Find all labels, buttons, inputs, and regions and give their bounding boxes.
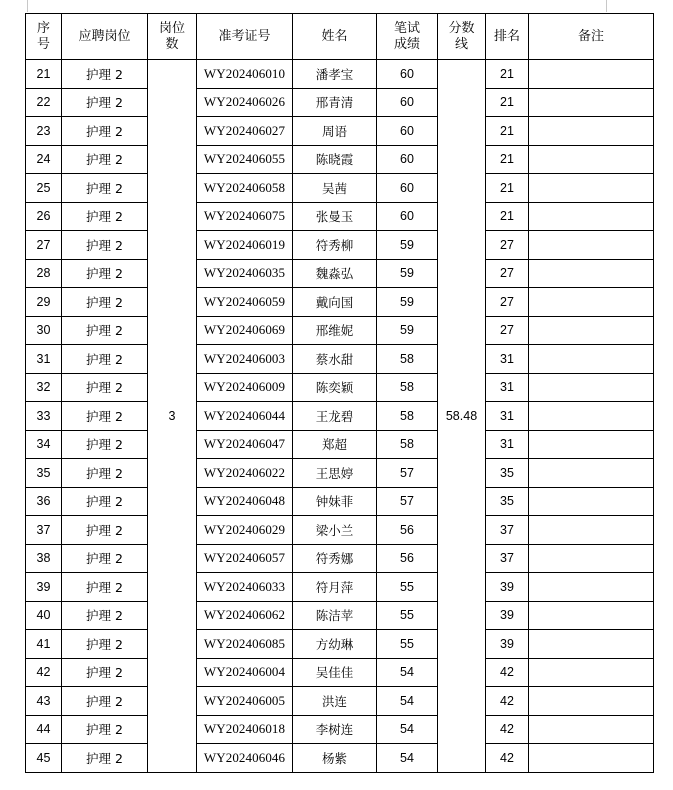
written-score-cell: 54 <box>377 715 438 744</box>
position-cell: 护理 2 <box>62 288 148 317</box>
name-cell: 陈晓霞 <box>293 145 377 174</box>
seq-cell: 34 <box>26 430 62 459</box>
position-cell: 护理 2 <box>62 715 148 744</box>
rank-cell: 21 <box>486 60 529 89</box>
rank-cell: 21 <box>486 88 529 117</box>
rank-cell: 42 <box>486 744 529 773</box>
name-cell: 周语 <box>293 117 377 146</box>
remark-cell <box>529 601 654 630</box>
remark-cell <box>529 658 654 687</box>
remark-cell <box>529 60 654 89</box>
position-cell: 护理 2 <box>62 373 148 402</box>
remark-cell <box>529 88 654 117</box>
page-margin-guide-left <box>27 0 28 12</box>
name-cell: 魏淼弘 <box>293 259 377 288</box>
candidate-id-cell: WY202406058 <box>197 174 293 203</box>
name-cell: 潘孝宝 <box>293 60 377 89</box>
table-row <box>26 601 654 630</box>
name-cell: 邢维妮 <box>293 316 377 345</box>
seq-cell: 40 <box>26 601 62 630</box>
position-cell: 护理 2 <box>62 658 148 687</box>
written-score-cell: 59 <box>377 259 438 288</box>
name-cell: 吴茜 <box>293 174 377 203</box>
rank-cell: 21 <box>486 174 529 203</box>
position-cell: 护理 2 <box>62 117 148 146</box>
written-score-cell: 60 <box>377 145 438 174</box>
rank-cell: 27 <box>486 316 529 345</box>
name-cell: 方幼琳 <box>293 630 377 659</box>
rank-cell: 42 <box>486 715 529 744</box>
header-seq-line-1: 序 <box>36 20 50 36</box>
header-seq <box>26 14 62 60</box>
header-remarks: 备注 <box>529 14 654 60</box>
candidate-id-cell: WY202406057 <box>197 544 293 573</box>
header-written-score-line-1: 笔试 <box>393 20 420 36</box>
table-row <box>26 202 654 231</box>
rank-cell: 39 <box>486 573 529 602</box>
table-row <box>26 516 654 545</box>
remark-cell <box>529 544 654 573</box>
seq-cell: 28 <box>26 259 62 288</box>
position-cell: 护理 2 <box>62 88 148 117</box>
candidate-id-cell: WY202406005 <box>197 687 293 716</box>
remark-cell <box>529 687 654 716</box>
table-body <box>26 60 654 773</box>
candidate-id-cell: WY202406046 <box>197 744 293 773</box>
name-cell: 梁小兰 <box>293 516 377 545</box>
header-openings-line-2: 数 <box>165 36 179 52</box>
candidate-id-cell: WY202406018 <box>197 715 293 744</box>
written-score-cell: 57 <box>377 459 438 488</box>
candidate-id-cell: WY202406059 <box>197 288 293 317</box>
seq-cell: 29 <box>26 288 62 317</box>
position-cell: 护理 2 <box>62 402 148 431</box>
name-cell: 陈奕颖 <box>293 373 377 402</box>
table-row <box>26 373 654 402</box>
seq-cell: 30 <box>26 316 62 345</box>
written-score-cell: 60 <box>377 174 438 203</box>
seq-cell: 42 <box>26 658 62 687</box>
candidate-id-cell: WY202406044 <box>197 402 293 431</box>
name-cell: 李树连 <box>293 715 377 744</box>
table-row <box>26 60 654 89</box>
remark-cell <box>529 202 654 231</box>
seq-cell: 27 <box>26 231 62 260</box>
seq-cell: 24 <box>26 145 62 174</box>
rank-cell: 31 <box>486 345 529 374</box>
seq-cell: 26 <box>26 202 62 231</box>
rank-cell: 21 <box>486 202 529 231</box>
header-name: 姓名 <box>293 14 377 60</box>
rank-cell: 31 <box>486 373 529 402</box>
remark-cell <box>529 231 654 260</box>
remark-cell <box>529 573 654 602</box>
table-row <box>26 145 654 174</box>
name-cell: 王思婷 <box>293 459 377 488</box>
position-cell: 护理 2 <box>62 516 148 545</box>
remark-cell <box>529 630 654 659</box>
candidate-id-cell: WY202406075 <box>197 202 293 231</box>
position-cell: 护理 2 <box>62 487 148 516</box>
candidate-id-cell: WY202406026 <box>197 88 293 117</box>
header-written-score <box>377 14 438 60</box>
name-cell: 陈洁苹 <box>293 601 377 630</box>
header-seq-line-2: 号 <box>36 36 50 52</box>
written-score-cell: 60 <box>377 117 438 146</box>
remark-cell <box>529 715 654 744</box>
rank-cell: 31 <box>486 402 529 431</box>
table-row <box>26 715 654 744</box>
table-row <box>26 117 654 146</box>
table-row <box>26 658 654 687</box>
header-candidate-id: 准考证号 <box>197 14 293 60</box>
candidate-id-cell: WY202406062 <box>197 601 293 630</box>
candidate-id-cell: WY202406004 <box>197 658 293 687</box>
written-score-cell: 57 <box>377 487 438 516</box>
position-cell: 护理 2 <box>62 345 148 374</box>
seq-cell: 39 <box>26 573 62 602</box>
rank-cell: 42 <box>486 687 529 716</box>
remark-cell <box>529 145 654 174</box>
header-rank: 排名 <box>486 14 529 60</box>
position-cell: 护理 2 <box>62 459 148 488</box>
name-cell: 符秀柳 <box>293 231 377 260</box>
rank-cell: 37 <box>486 516 529 545</box>
header-cutoff-line-1: 分数 <box>448 20 475 36</box>
written-score-cell: 60 <box>377 60 438 89</box>
written-score-cell: 54 <box>377 687 438 716</box>
position-cell: 护理 2 <box>62 316 148 345</box>
written-score-cell: 59 <box>377 288 438 317</box>
table-row <box>26 630 654 659</box>
written-score-cell: 58 <box>377 373 438 402</box>
name-cell: 王龙碧 <box>293 402 377 431</box>
rank-cell: 37 <box>486 544 529 573</box>
name-cell: 郑超 <box>293 430 377 459</box>
candidate-id-cell: WY202406047 <box>197 430 293 459</box>
remark-cell <box>529 288 654 317</box>
candidate-id-cell: WY202406035 <box>197 259 293 288</box>
seq-cell: 44 <box>26 715 62 744</box>
seq-cell: 41 <box>26 630 62 659</box>
name-cell: 蔡水甜 <box>293 345 377 374</box>
rank-cell: 39 <box>486 630 529 659</box>
position-cell: 护理 2 <box>62 687 148 716</box>
written-score-cell: 58 <box>377 345 438 374</box>
table-row <box>26 744 654 773</box>
table-row <box>26 88 654 117</box>
candidate-id-cell: WY202406033 <box>197 573 293 602</box>
openings-cell: 3 <box>148 60 197 773</box>
header-position: 应聘岗位 <box>62 14 148 60</box>
written-score-cell: 55 <box>377 630 438 659</box>
name-cell: 钟妹菲 <box>293 487 377 516</box>
position-cell: 护理 2 <box>62 544 148 573</box>
seq-cell: 37 <box>26 516 62 545</box>
written-score-cell: 55 <box>377 573 438 602</box>
position-cell: 护理 2 <box>62 202 148 231</box>
remark-cell <box>529 402 654 431</box>
remark-cell <box>529 345 654 374</box>
table-row <box>26 288 654 317</box>
rank-cell: 39 <box>486 601 529 630</box>
rank-cell: 27 <box>486 231 529 260</box>
seq-cell: 32 <box>26 373 62 402</box>
header-openings <box>148 14 197 60</box>
rank-cell: 31 <box>486 430 529 459</box>
position-cell: 护理 2 <box>62 145 148 174</box>
seq-cell: 38 <box>26 544 62 573</box>
exam-results-table <box>25 13 654 773</box>
header-written-score-line-2: 成绩 <box>393 36 420 52</box>
candidate-id-cell: WY202406022 <box>197 459 293 488</box>
written-score-cell: 56 <box>377 516 438 545</box>
seq-cell: 25 <box>26 174 62 203</box>
written-score-cell: 54 <box>377 744 438 773</box>
name-cell: 吴佳佳 <box>293 658 377 687</box>
written-score-cell: 59 <box>377 231 438 260</box>
position-cell: 护理 2 <box>62 60 148 89</box>
rank-cell: 27 <box>486 259 529 288</box>
table-row <box>26 430 654 459</box>
seq-cell: 21 <box>26 60 62 89</box>
position-cell: 护理 2 <box>62 231 148 260</box>
candidate-id-cell: WY202406029 <box>197 516 293 545</box>
candidate-id-cell: WY202406019 <box>197 231 293 260</box>
remark-cell <box>529 744 654 773</box>
table-row <box>26 573 654 602</box>
remark-cell <box>529 459 654 488</box>
table-row <box>26 231 654 260</box>
written-score-cell: 55 <box>377 601 438 630</box>
position-cell: 护理 2 <box>62 430 148 459</box>
written-score-cell: 56 <box>377 544 438 573</box>
candidate-id-cell: WY202406010 <box>197 60 293 89</box>
written-score-cell: 60 <box>377 202 438 231</box>
rank-cell: 21 <box>486 145 529 174</box>
candidate-id-cell: WY202406003 <box>197 345 293 374</box>
candidate-id-cell: WY202406069 <box>197 316 293 345</box>
position-cell: 护理 2 <box>62 744 148 773</box>
written-score-cell: 59 <box>377 316 438 345</box>
position-cell: 护理 2 <box>62 259 148 288</box>
name-cell: 戴向国 <box>293 288 377 317</box>
candidate-id-cell: WY202406085 <box>197 630 293 659</box>
name-cell: 杨紫 <box>293 744 377 773</box>
remark-cell <box>529 117 654 146</box>
header-cutoff-line-2: 线 <box>454 36 468 52</box>
name-cell: 邢青清 <box>293 88 377 117</box>
seq-cell: 45 <box>26 744 62 773</box>
seq-cell: 43 <box>26 687 62 716</box>
written-score-cell: 58 <box>377 402 438 431</box>
seq-cell: 22 <box>26 88 62 117</box>
candidate-id-cell: WY202406027 <box>197 117 293 146</box>
rank-cell: 35 <box>486 487 529 516</box>
written-score-cell: 54 <box>377 658 438 687</box>
candidate-id-cell: WY202406055 <box>197 145 293 174</box>
written-score-cell: 60 <box>377 88 438 117</box>
seq-cell: 33 <box>26 402 62 431</box>
name-cell: 符月萍 <box>293 573 377 602</box>
name-cell: 符秀娜 <box>293 544 377 573</box>
table-row <box>26 345 654 374</box>
position-cell: 护理 2 <box>62 630 148 659</box>
rank-cell: 27 <box>486 288 529 317</box>
table-row <box>26 174 654 203</box>
rank-cell: 42 <box>486 658 529 687</box>
remark-cell <box>529 516 654 545</box>
rank-cell: 21 <box>486 117 529 146</box>
remark-cell <box>529 259 654 288</box>
table-row <box>26 459 654 488</box>
position-cell: 护理 2 <box>62 601 148 630</box>
seq-cell: 35 <box>26 459 62 488</box>
remark-cell <box>529 487 654 516</box>
position-cell: 护理 2 <box>62 174 148 203</box>
table-row <box>26 316 654 345</box>
seq-cell: 23 <box>26 117 62 146</box>
name-cell: 张曼玉 <box>293 202 377 231</box>
header-openings-line-1: 岗位 <box>158 20 185 36</box>
remark-cell <box>529 430 654 459</box>
remark-cell <box>529 174 654 203</box>
table-row <box>26 687 654 716</box>
header-row <box>26 14 654 60</box>
remark-cell <box>529 316 654 345</box>
candidate-id-cell: WY202406009 <box>197 373 293 402</box>
page-margin-guide-right <box>606 0 607 12</box>
cutoff-cell: 58.48 <box>438 60 486 773</box>
position-cell: 护理 2 <box>62 573 148 602</box>
table-row <box>26 544 654 573</box>
rank-cell: 35 <box>486 459 529 488</box>
name-cell: 洪连 <box>293 687 377 716</box>
table-row <box>26 487 654 516</box>
remark-cell <box>529 373 654 402</box>
written-score-cell: 58 <box>377 430 438 459</box>
header-cutoff <box>438 14 486 60</box>
table-row <box>26 259 654 288</box>
table-row <box>26 402 654 431</box>
seq-cell: 31 <box>26 345 62 374</box>
seq-cell: 36 <box>26 487 62 516</box>
candidate-id-cell: WY202406048 <box>197 487 293 516</box>
